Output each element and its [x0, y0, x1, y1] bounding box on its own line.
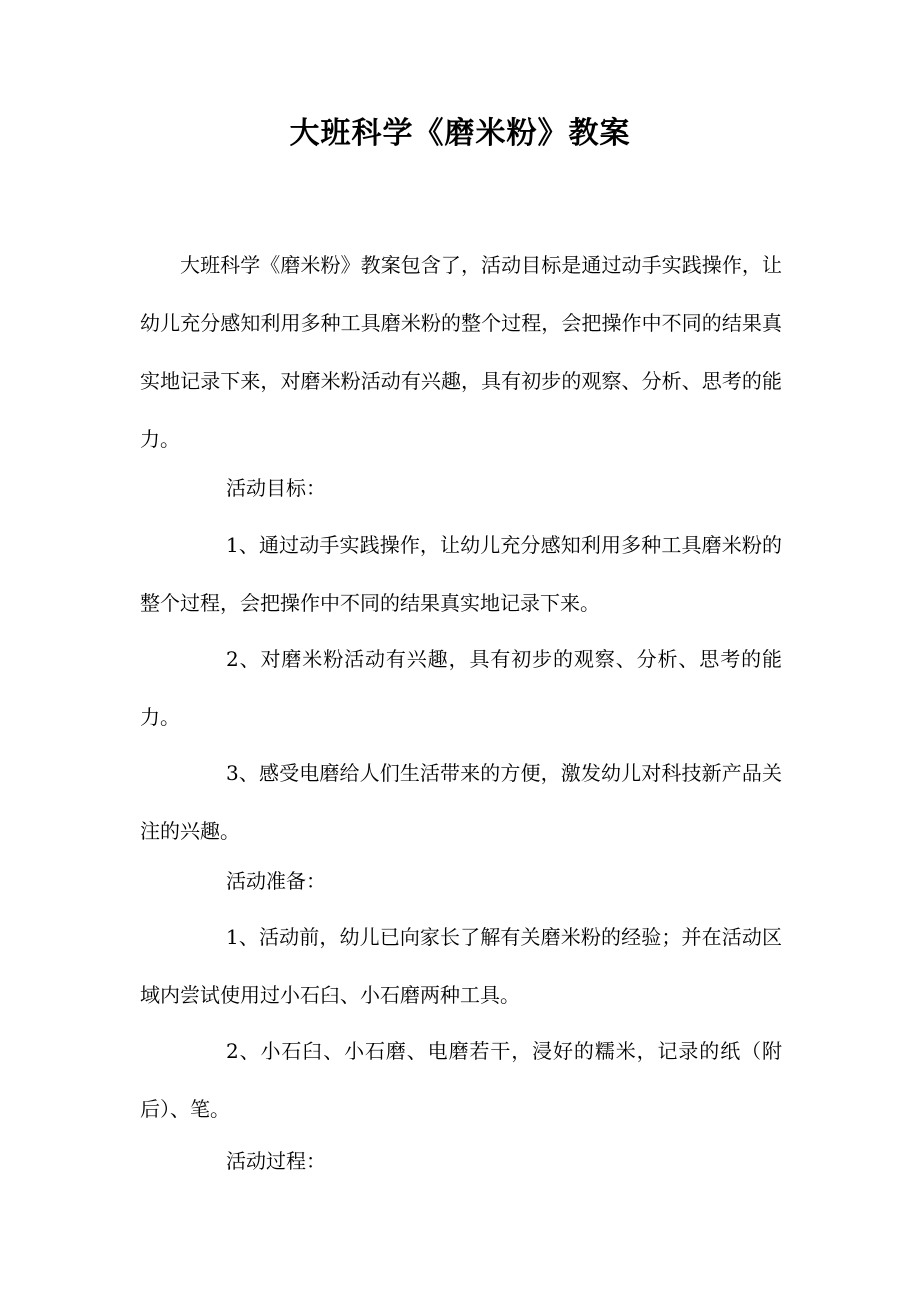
goal-item-1: 1、通过动手实践操作，让幼儿充分感知利用多种工具磨米粉的整个过程，会把操作中不同的结果真实地记录下来。 — [140, 533, 782, 615]
prep-item-1: 1、活动前，幼儿已向家长了解有关磨米粉的经验；并在活动区域内尝试使用过小石臼、小石磨两种工具。 — [140, 925, 782, 1007]
document-title: 大班科学《磨米粉》教案 — [289, 116, 631, 151]
intro-paragraph: 大班科学《磨米粉》教案包含了，活动目标是通过动手实践操作，让幼儿充分感知利用多种工具磨米粉的整个过程，会把操作中不同的结果真实地记录下来，对磨米粉活动有兴趣，具有初步的观察、分析、思考的能力。 — [140, 253, 782, 451]
prep-item-2: 2、小石臼、小石磨、电磨若干，浸好的糯米，记录的纸（附后）、笔。 — [140, 1039, 782, 1121]
goal-item-2: 2、对磨米粉活动有兴趣，具有初步的观察、分析、思考的能力。 — [140, 647, 782, 729]
prep-heading: 活动准备： — [226, 869, 326, 893]
goal-item-3: 3、感受电磨给人们生活带来的方便，激发幼儿对科技新产品关注的兴趣。 — [140, 761, 782, 843]
goals-heading: 活动目标： — [226, 476, 326, 500]
process-heading: 活动过程： — [226, 1149, 326, 1173]
